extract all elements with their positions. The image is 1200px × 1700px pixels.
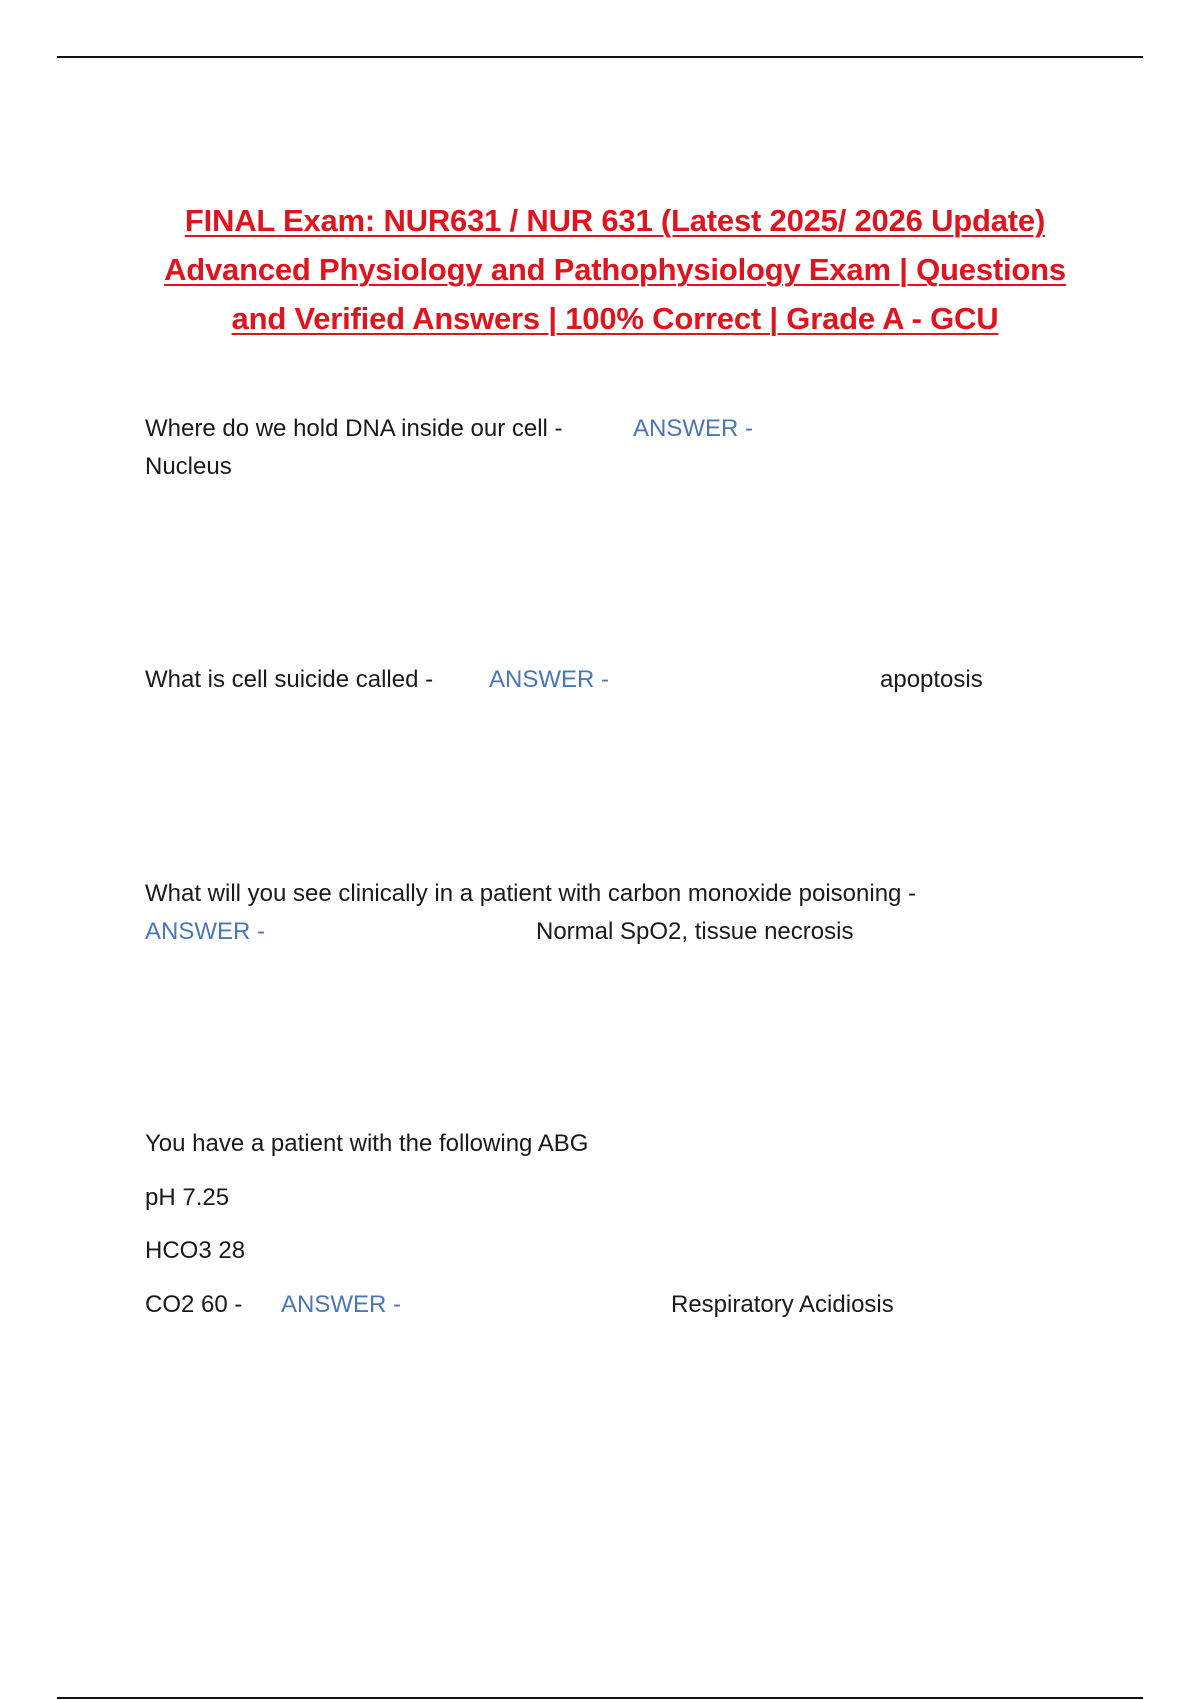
question-1: Where do we hold DNA inside our cell - xyxy=(145,415,563,442)
answer-label-4: ANSWER - xyxy=(281,1291,401,1318)
answer-label-3: ANSWER - xyxy=(145,918,265,945)
answer-label-1: ANSWER - xyxy=(633,415,753,442)
question-4-line-4: CO2 60 - xyxy=(145,1291,243,1318)
question-4-line-3: HCO3 28 xyxy=(145,1237,246,1264)
document-title xyxy=(130,196,1100,343)
question-4-line-1: You have a patient with the following ABG xyxy=(145,1130,589,1157)
answer-3: Normal SpO2, tissue necrosis xyxy=(536,918,854,945)
answer-1: Nucleus xyxy=(145,453,232,480)
footer-rule xyxy=(57,1697,1143,1699)
answer-label-2: ANSWER - xyxy=(489,666,609,693)
question-4-line-2: pH 7.25 xyxy=(145,1184,230,1211)
question-3: What will you see clinically in a patient with carbon monoxide poisoning - xyxy=(145,880,917,907)
answer-2: apoptosis xyxy=(880,666,983,693)
question-2: What is cell suicide called - xyxy=(145,666,434,693)
header-rule xyxy=(57,56,1143,58)
answer-4: Respiratory Acidiosis xyxy=(671,1291,894,1318)
title-line-3: and Verified Answers | 100% Correct | Grade A - GCU xyxy=(231,301,999,336)
title-line-2: Advanced Physiology and Pathophysiology Exam | Questions xyxy=(164,252,1066,287)
title-line-1: FINAL Exam: NUR631 / NUR 631 (Latest 2025/ 2026 Update) xyxy=(184,203,1046,238)
